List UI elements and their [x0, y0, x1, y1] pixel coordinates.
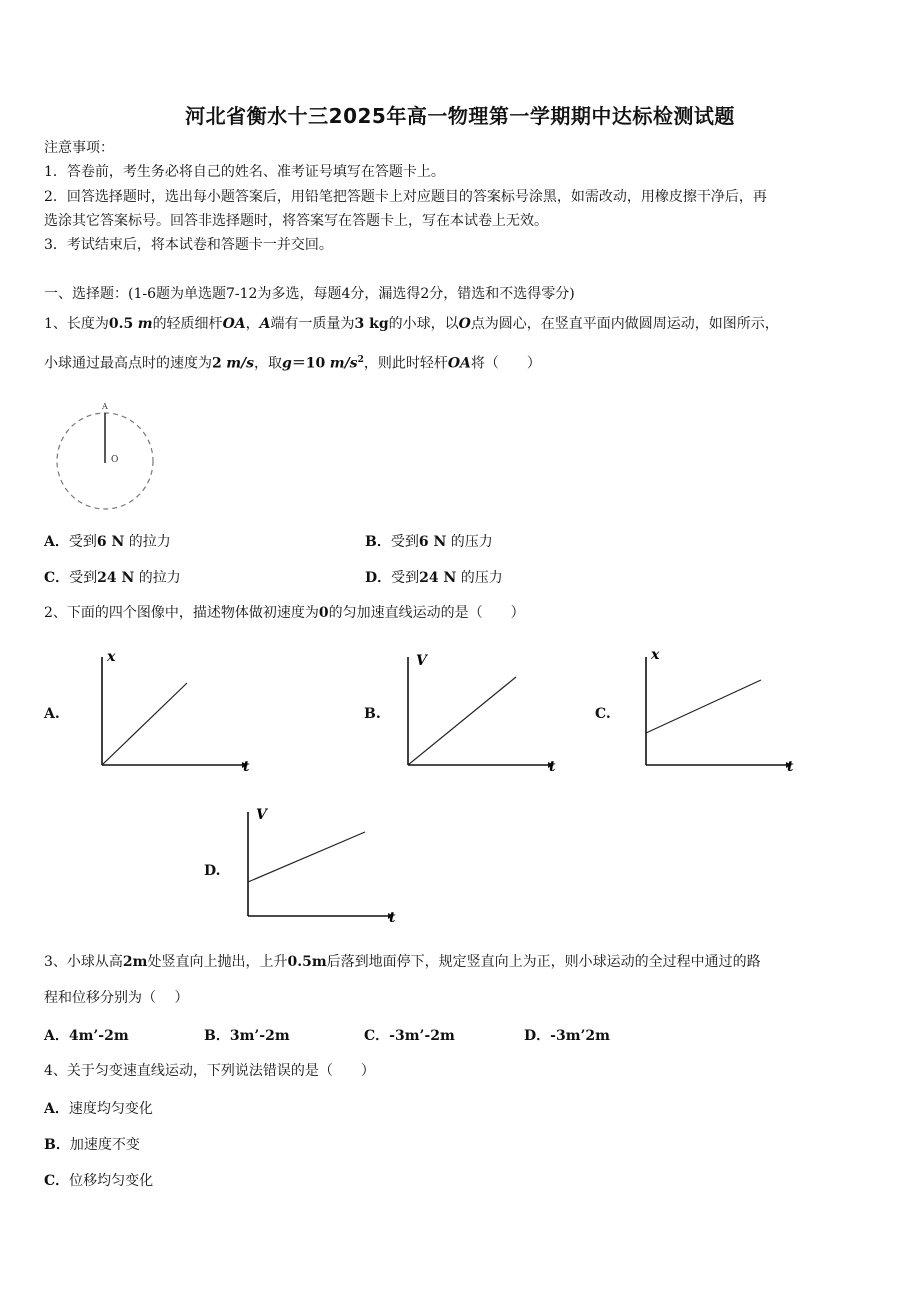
note-item: 3．考试结束后，将本试卷和答题卡一并交回。	[44, 237, 333, 253]
q3-stem-line1: 3、小球从高2m处竖直向上抛出，上升0.5m后落到地面停下，规定竖直向上为正，则小球运动的全过程中通过的路	[44, 954, 761, 970]
x-axis-label: t	[243, 759, 250, 775]
q4-option-a[interactable]: A．速度均匀变化	[44, 1101, 153, 1117]
note-item: 选涂其它答案标号。回答非选择题时，将答案写在答题卡上，写在本试卷上无效。	[44, 213, 548, 229]
graph-a	[92, 645, 262, 780]
q3-option-a[interactable]: A．4m’-2m	[44, 1028, 129, 1044]
q3-option-b[interactable]: B．3m’-2m	[204, 1028, 290, 1044]
note-item: 2．回答选择题时，选出每小题答案后，用铅笔把答题卡上对应题目的答案标号涂黑，如需改动，用橡皮擦干净后，再	[44, 189, 767, 205]
q2-option-a-label[interactable]: A.	[44, 706, 60, 722]
q1-option-a[interactable]: A．受到6 N 的拉力	[44, 534, 171, 550]
page-title: 河北省衡水十三2025年高一物理第一学期期中达标检测试题	[185, 104, 735, 128]
graph-line	[248, 832, 365, 882]
q3-option-d[interactable]: D．-3m’2m	[524, 1028, 610, 1044]
q3-option-c[interactable]: C．-3m’-2m	[364, 1028, 455, 1044]
q4-option-b[interactable]: B．加速度不变	[44, 1137, 140, 1153]
q1-option-d[interactable]: D．受到24 N 的压力	[365, 570, 503, 586]
x-axis-label: t	[549, 759, 556, 775]
y-axis-label: V	[416, 653, 427, 669]
circle-figure	[50, 395, 170, 515]
q1-stem-line1: 1、长度为0.5 m的轻质细杆OA，A端有一质量为3 kg的小球，以O点为圆心，在竖直平面内做圆周运动，如图所示，	[44, 316, 779, 332]
q4-option-c[interactable]: C．位移均匀变化	[44, 1173, 154, 1189]
note-item: 1．答卷前，考生务必将自己的姓名、准考证号填写在答题卡上。	[44, 164, 445, 180]
q1-option-b[interactable]: B．受到6 N 的压力	[365, 534, 493, 550]
q3-stem-line2: 程和位移分别为（ ）	[44, 990, 189, 1006]
q4-stem: 4、关于匀变速直线运动，下列说法错误的是（ ）	[44, 1063, 375, 1079]
graph-line	[408, 677, 516, 765]
q2-option-b-label[interactable]: B.	[364, 706, 381, 722]
label-a: A	[102, 402, 108, 411]
graph-line	[102, 683, 187, 765]
notes-heading: 注意事项：	[44, 140, 114, 156]
y-axis-label: x	[107, 649, 116, 665]
graph-line	[646, 680, 761, 733]
q2-stem: 2、下面的四个图像中，描述物体做初速度为0的匀加速直线运动的是（ ）	[44, 605, 525, 621]
q2-option-d-label[interactable]: D.	[204, 863, 221, 879]
graph-b	[398, 645, 568, 780]
graph-c	[636, 645, 806, 780]
q1-option-c[interactable]: C．受到24 N 的拉力	[44, 570, 181, 586]
section-heading: 一、选择题：(1-6题为单选题7-12为多选，每题4分，漏选得2分，错选和不选得零分)	[44, 286, 575, 302]
y-axis-label: x	[651, 647, 660, 663]
q2-option-c-label[interactable]: C.	[595, 706, 611, 722]
y-axis-label: V	[256, 807, 267, 823]
x-axis-label: t	[787, 759, 794, 775]
label-o: O	[111, 455, 119, 465]
x-axis-label: t	[389, 910, 396, 926]
q1-stem-line2: 小球通过最高点时的速度为2 m/s，取g＝10 $m/s^2$，则此时轻杆OA将（ ）	[44, 355, 541, 372]
graph-d	[238, 800, 408, 935]
